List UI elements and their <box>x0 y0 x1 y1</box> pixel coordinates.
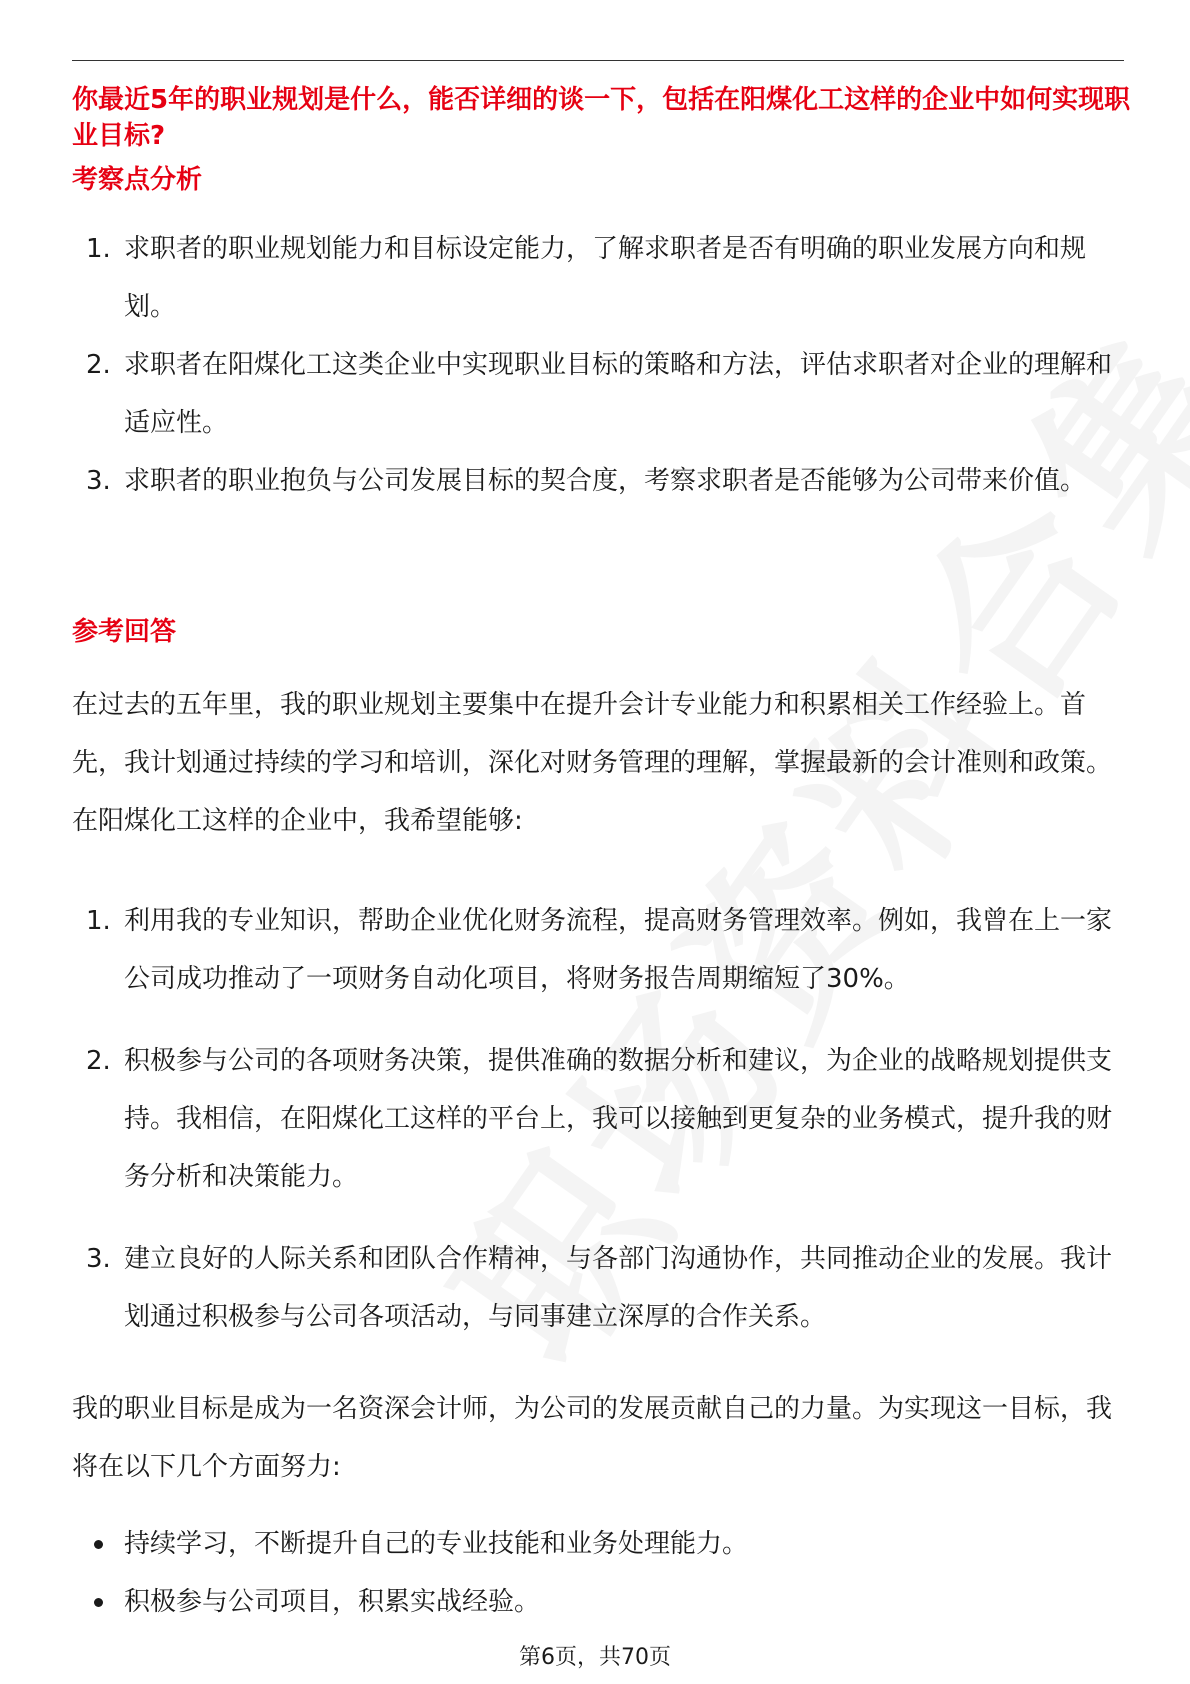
list-item <box>72 452 1118 510</box>
list-number: 2. <box>86 1046 111 1076</box>
answer-intro: 在过去的五年里，我的职业规划主要集中在提升会计专业能力和积累相关工作经验上。首先，我计划通过持续的学习和培训，深化对财务管理的理解，掌握最新的会计准则和政策。在阳煤化工这样的企业中，我希望能够: <box>72 690 1113 836</box>
bullet-dot-icon <box>94 1598 103 1607</box>
list-number: 3. <box>86 466 111 496</box>
list-number: 1. <box>86 906 111 936</box>
list-item <box>72 336 1118 452</box>
list-number: 2. <box>86 350 111 380</box>
answer-list <box>72 892 1118 1346</box>
list-item-text: 建立良好的人际关系和团队合作精神，与各部门沟通协作，共同推动企业的发展。我计划通过积极参与公司各项活动，与同事建立深厚的合作关系。 <box>124 1244 1113 1332</box>
goal-bullet-list <box>72 1515 1118 1631</box>
list-item <box>72 892 1118 1008</box>
list-item-text: 求职者的职业抱负与公司发展目标的契合度，考察求职者是否能够为公司带来价值。 <box>124 466 1087 496</box>
bullet-item <box>72 1515 1118 1573</box>
list-item-text: 积极参与公司的各项财务决策，提供准确的数据分析和建议，为企业的战略规划提供支持。我相信，在阳煤化工这样的平台上，我可以接触到更复杂的业务模式，提升我的财务分析和决策能力。 <box>124 1046 1113 1192</box>
analysis-title: 考察点分析 <box>72 165 203 195</box>
list-item <box>72 220 1118 336</box>
bullet-text: 积极参与公司项目，积累实战经验。 <box>124 1587 541 1617</box>
list-item <box>72 1230 1118 1346</box>
question-heading: 你最近5年的职业规划是什么，能否详细的谈一下，包括在阳煤化工这样的企业中如何实现职业目标? <box>72 85 1131 151</box>
bullet-item <box>72 1573 1118 1631</box>
bullet-dot-icon <box>94 1540 103 1549</box>
page-footer: 第6页，共70页 <box>519 1645 671 1670</box>
list-number: 3. <box>86 1244 111 1274</box>
list-item <box>72 1032 1118 1206</box>
analysis-list <box>72 220 1118 510</box>
list-number: 1. <box>86 234 111 264</box>
answer-title: 参考回答 <box>72 617 177 647</box>
list-item-text: 利用我的专业知识，帮助企业优化财务流程，提高财务管理效率。例如，我曾在上一家公司成功推动了一项财务自动化项目，将财务报告周期缩短了30%。 <box>124 906 1113 994</box>
bullet-text: 持续学习，不断提升自己的专业技能和业务处理能力。 <box>124 1529 749 1559</box>
list-item-text: 求职者的职业规划能力和目标设定能力，了解求职者是否有明确的职业发展方向和规划。 <box>124 234 1087 322</box>
top-divider <box>72 60 1124 61</box>
career-goal-paragraph: 我的职业目标是成为一名资深会计师，为公司的发展贡献自己的力量。为实现这一目标，我将在以下几个方面努力: <box>72 1394 1113 1482</box>
list-item-text: 求职者在阳煤化工这类企业中实现职业目标的策略和方法，评估求职者对企业的理解和适应性。 <box>124 350 1113 438</box>
